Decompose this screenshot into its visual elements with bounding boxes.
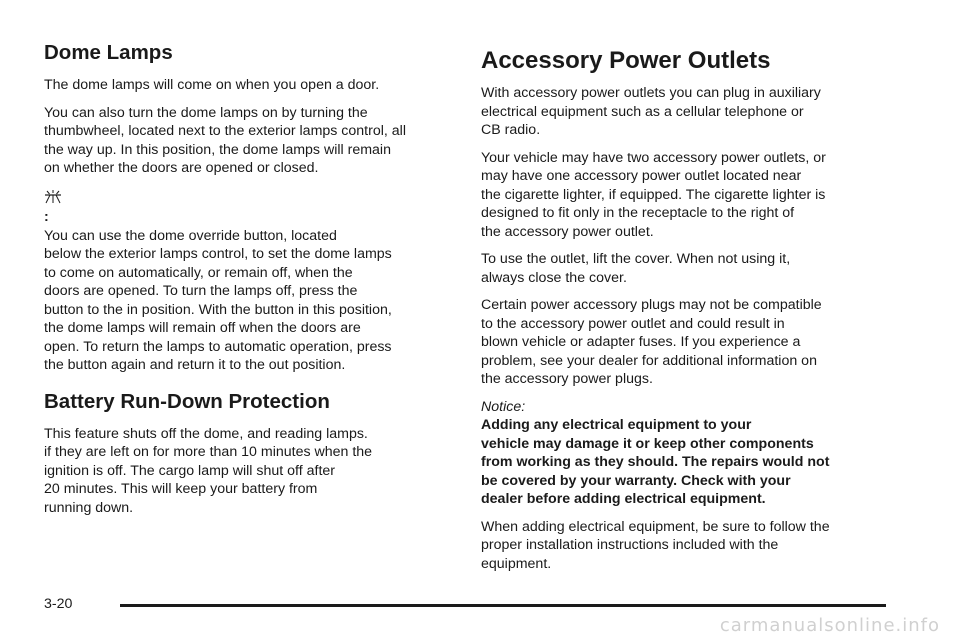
text-line: below the exterior lamps control, to set the dome lamps	[44, 246, 392, 262]
footer-rule	[120, 604, 886, 607]
text-line: Your vehicle may have two accessory power outlets, or	[481, 149, 826, 166]
accessory-intro-paragraph	[481, 84, 891, 140]
left-column	[44, 40, 454, 526]
text-line: thumbwheel, located next to the exterior lamps control, all	[44, 123, 406, 139]
dome-lamps-intro: The dome lamps will come on when you open a door.	[44, 77, 380, 93]
text-line: dealer before adding electrical equipment.	[481, 491, 766, 507]
text-line: to the accessory power outlet and could result in	[481, 315, 785, 332]
text-line: the accessory power plugs.	[481, 371, 653, 387]
text-line: With accessory power outlets you can plug in auxiliary	[481, 85, 821, 101]
text-line: button to the in position. With the button in this position,	[44, 301, 392, 318]
text-line: CB radio.	[481, 122, 541, 138]
dome-lamps-heading: Dome Lamps	[44, 41, 173, 64]
text-line: blown vehicle or adapter fuses. If you experience a	[481, 334, 801, 350]
icon-colon: :	[44, 209, 49, 225]
accessory-usage-paragraph	[481, 250, 891, 287]
text-line: designed to fit only in the receptacle to the right of	[481, 205, 795, 221]
text-line: may have one accessory power outlet located near	[481, 168, 802, 184]
notice-first-line	[481, 398, 891, 435]
text-line: the way up. In this position, the dome lamps will remain	[44, 141, 391, 158]
text-line: if they are left on for more than 10 minutes when the	[44, 444, 373, 460]
text-line: electrical equipment such as a cellular telephone or	[481, 103, 804, 120]
text-line: Adding any electrical equipment to your	[481, 417, 752, 433]
text-line: the button again and return it to the out position.	[44, 357, 346, 373]
battery-heading: Battery Run-Down Protection	[44, 389, 330, 413]
accessory-compatibility-paragraph	[481, 296, 891, 389]
page-number: 3-20	[44, 596, 73, 612]
installation-paragraph	[481, 518, 891, 574]
text-line: You can also turn the dome lamps on by turning the	[44, 104, 368, 121]
text-line: from working as they should. The repairs would not	[481, 454, 830, 470]
dome-lamp-icon	[44, 189, 62, 205]
battery-paragraph	[44, 425, 454, 518]
text-line: the accessory power outlet.	[481, 223, 654, 240]
text-line: open. To return the lamps to automatic operation, press	[44, 338, 392, 355]
text-line: To use the outlet, lift the cover. When not using it,	[481, 251, 791, 267]
text-line: You can use the dome override button, located	[44, 227, 337, 244]
notice-label: Notice:	[481, 398, 526, 415]
text-line: proper installation instructions included with the	[481, 537, 779, 553]
text-line: vehicle may damage it or keep other components	[481, 435, 814, 452]
text-line: the cigarette lighter, if equipped. The cigarette lighter is	[481, 186, 826, 203]
text-line: Certain power accessory plugs may not be compatible	[481, 297, 822, 313]
watermark: carmanualsonline.info	[719, 615, 940, 636]
text-line: running down.	[44, 499, 134, 516]
dome-override-first-line	[44, 187, 454, 246]
text-line: always close the cover.	[481, 269, 627, 286]
text-line: be covered by your warranty. Check with your	[481, 472, 791, 489]
right-column	[481, 40, 891, 582]
text-line: on whether the doors are opened or closed.	[44, 160, 319, 176]
text-line: to come on automatically, or remain off, when the	[44, 264, 353, 281]
text-line: equipment.	[481, 555, 552, 572]
text-line: This feature shuts off the dome, and reading lamps.	[44, 425, 368, 442]
text-line: When adding electrical equipment, be sure to follow the	[481, 518, 830, 535]
text-line: doors are opened. To turn the lamps off, press the	[44, 283, 358, 299]
notice-paragraph	[481, 398, 891, 509]
text-line: the dome lamps will remain off when the doors are	[44, 320, 361, 336]
accessory-location-paragraph	[481, 149, 891, 242]
dome-lamps-thumbwheel-paragraph	[44, 104, 454, 178]
dome-override-paragraph	[44, 187, 454, 375]
text-line: ignition is off. The cargo lamp will shut off after	[44, 462, 335, 479]
accessory-outlets-heading: Accessory Power Outlets	[481, 47, 771, 74]
text-line: problem, see your dealer for additional information on	[481, 352, 817, 369]
text-line: 20 minutes. This will keep your battery from	[44, 481, 318, 497]
